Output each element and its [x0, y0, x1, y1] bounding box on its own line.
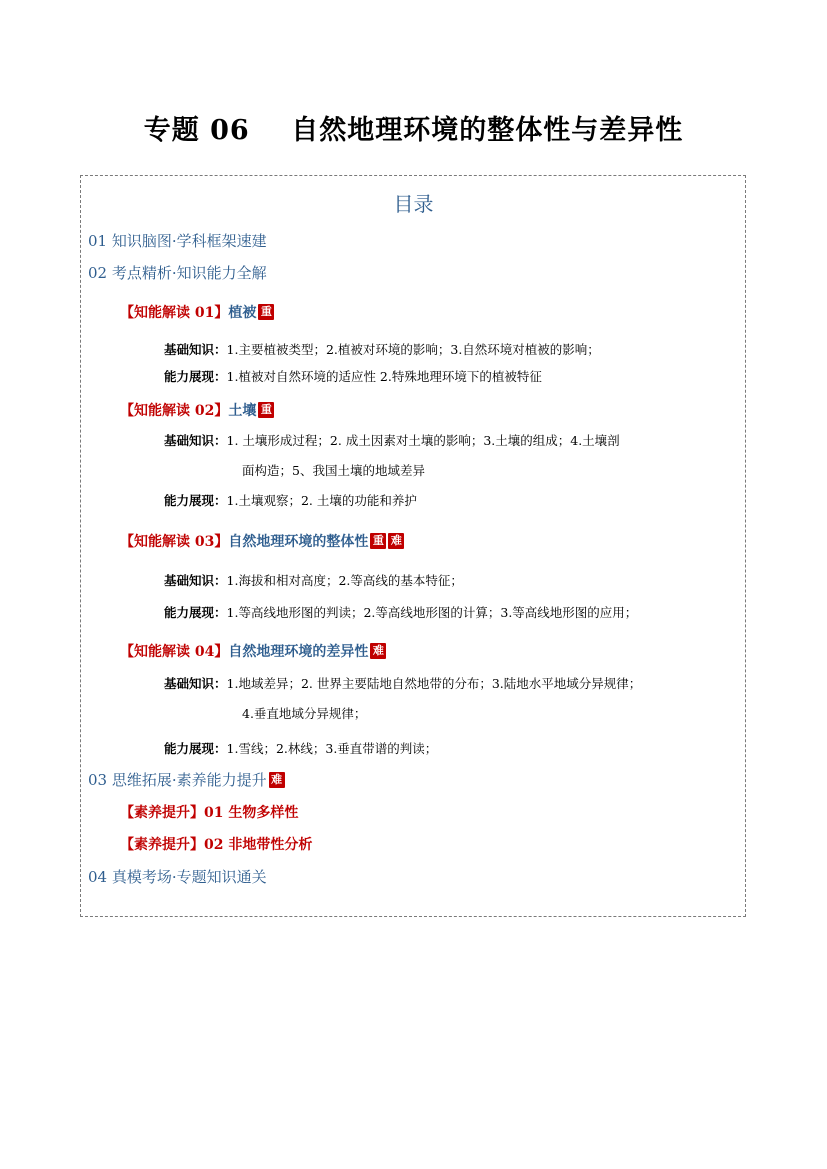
- key-point-badge: 重: [370, 533, 386, 549]
- basic-knowledge-row: [164, 340, 600, 358]
- literacy-bracket: 【素养提升】: [120, 805, 204, 821]
- toc-section-01[interactable]: 01 知识脑图·学科框架速建: [88, 232, 267, 250]
- topic-name: 土壤: [228, 403, 257, 419]
- ability-text: 1.等高线地形图的判读；2.等高线地形图的计算；3.等高线地形图的应用；: [226, 605, 638, 620]
- toc-literacy-02[interactable]: [120, 834, 312, 854]
- basic-knowledge-label: 基础知识：: [164, 676, 227, 691]
- key-point-badge: 重: [258, 402, 274, 418]
- toc-section-04[interactable]: 04 真模考场·专题知识通关: [88, 868, 267, 886]
- ability-row: [164, 739, 437, 757]
- basic-knowledge-text: 1.主要植被类型；2.植被对环境的影响；3.自然环境对植被的影响；: [226, 342, 600, 357]
- topic-name: 自然地理环境的差异性: [228, 644, 369, 660]
- ability-label: 能力展现：: [164, 605, 227, 620]
- toc-heading: 目录: [393, 192, 434, 216]
- ability-text: 1.雪线；2.林线；3.垂直带谱的判读；: [226, 741, 438, 756]
- ability-row: [164, 491, 417, 509]
- basic-knowledge-continuation: 面构造；5、我国土壤的地域差异: [242, 463, 425, 478]
- toc-topic-03[interactable]: [120, 531, 404, 551]
- toc-topic-02[interactable]: [120, 400, 274, 420]
- ability-label: 能力展现：: [164, 741, 227, 756]
- ability-row: [164, 603, 637, 621]
- basic-knowledge-label: 基础知识：: [164, 433, 227, 448]
- topic-name: 植被: [228, 305, 257, 321]
- page-title: 专题 06 自然地理环境的整体性与差异性: [143, 115, 684, 146]
- difficult-point-badge: 难: [269, 772, 285, 788]
- basic-knowledge-label: 基础知识：: [164, 342, 227, 357]
- topic-bracket: 【知能解读 04】: [120, 644, 229, 660]
- toc-section-03[interactable]: [88, 769, 285, 790]
- toc-section-02[interactable]: 02 考点精析·知识能力全解: [88, 264, 267, 282]
- ability-text: 1.土壤观察；2. 土壤的功能和养护: [226, 493, 417, 508]
- toc-topic-04[interactable]: [120, 641, 386, 661]
- ability-row: [164, 367, 542, 385]
- key-point-badge: 重: [258, 304, 274, 320]
- topic-bracket: 【知能解读 03】: [120, 534, 229, 550]
- topic-name: 自然地理环境的整体性: [228, 534, 369, 550]
- basic-knowledge-row: [164, 431, 620, 449]
- literacy-bracket: 【素养提升】: [120, 837, 204, 853]
- toc-literacy-01[interactable]: [120, 802, 298, 822]
- topic-bracket: 【知能解读 02】: [120, 403, 229, 419]
- section-label: 03 思维拓展·素养能力提升: [88, 771, 267, 789]
- topic-bracket: 【知能解读 01】: [120, 305, 229, 321]
- difficult-point-badge: 难: [370, 643, 386, 659]
- basic-knowledge-text: 1.海拔和相对高度；2.等高线的基本特征；: [226, 573, 463, 588]
- basic-knowledge-text: 1. 土壤形成过程；2. 成土因素对土壤的影响；3.土壤的组成；4.土壤剖: [226, 433, 620, 448]
- basic-knowledge-row: [164, 571, 463, 589]
- difficult-point-badge: 难: [388, 533, 404, 549]
- ability-label: 能力展现：: [164, 369, 227, 384]
- toc-topic-01[interactable]: [120, 302, 274, 322]
- basic-knowledge-label: 基础知识：: [164, 573, 227, 588]
- literacy-name: 02 非地带性分析: [204, 837, 313, 853]
- basic-knowledge-text: 1.地域差异；2. 世界主要陆地自然地带的分布；3.陆地水平地域分异规律；: [226, 676, 642, 691]
- ability-text: 1.植被对自然环境的适应性 2.特殊地理环境下的植被特征: [226, 369, 542, 384]
- ability-label: 能力展现：: [164, 493, 227, 508]
- basic-knowledge-row: [164, 674, 641, 692]
- basic-knowledge-continuation: 4.垂直地域分异规律；: [242, 706, 367, 721]
- literacy-name: 01 生物多样性: [204, 805, 299, 821]
